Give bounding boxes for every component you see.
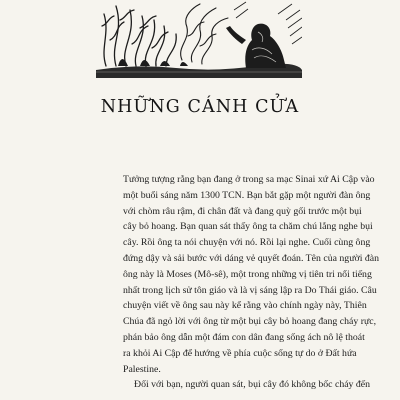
text-line: đứng dậy và sải bước với dáng vẻ quyết đoán. Tên của người đàn	[123, 252, 380, 264]
text-line: một buổi sáng năm 1300 TCN. Bạn bắt gặp một người đàn ông	[123, 189, 371, 201]
chapter-title: NHỮNG CÁNH CỬA	[100, 97, 300, 117]
text-line: chuyện viết về ông sau này kể rằng vào chính ngày này, Thiên	[123, 300, 367, 312]
text-line: Tưởng tượng rằng bạn đang ở trong sa mạc Sinai xứ Ai Cập vào	[123, 174, 375, 185]
burning-bush-illustration	[96, 0, 302, 78]
text-line: cây bỏ hoang. Bạn quan sát thấy ông ta chăm chú lắng nghe bụi	[123, 221, 373, 233]
text-line: Chúa đã ngỏ lời với ông từ một bụi cây bỏ hoang đang cháy rực,	[123, 316, 377, 328]
text-line: ra khỏi Ai Cập để hướng về phía cuộc sống tự do ở Đất hứa	[123, 347, 357, 359]
text-line: nhất trong lịch sử tôn giáo và là vị sáng lập ra Do Thái giáo. Câu	[123, 284, 377, 296]
text-line: Đối với bạn, người quan sát, bụi cây đó không bốc cháy đến	[134, 379, 371, 391]
body-text	[123, 172, 380, 393]
text-line: cây. Rồi ông ta nói chuyện với nó. Rồi lại nghe. Cuối cùng ông	[123, 237, 371, 249]
text-line: với chòm râu rậm, đi chân đất và đang quỳ gối trước một bụi	[123, 205, 362, 217]
text-line: ông này là Moses (Mô-sê), một trong những vị tiên tri nổi tiếng	[123, 268, 372, 280]
text-line: Palestine.	[123, 363, 161, 375]
text-line: phán bảo ông dẫn một đám con dân đang sống ách nô lệ thoát	[123, 331, 365, 343]
